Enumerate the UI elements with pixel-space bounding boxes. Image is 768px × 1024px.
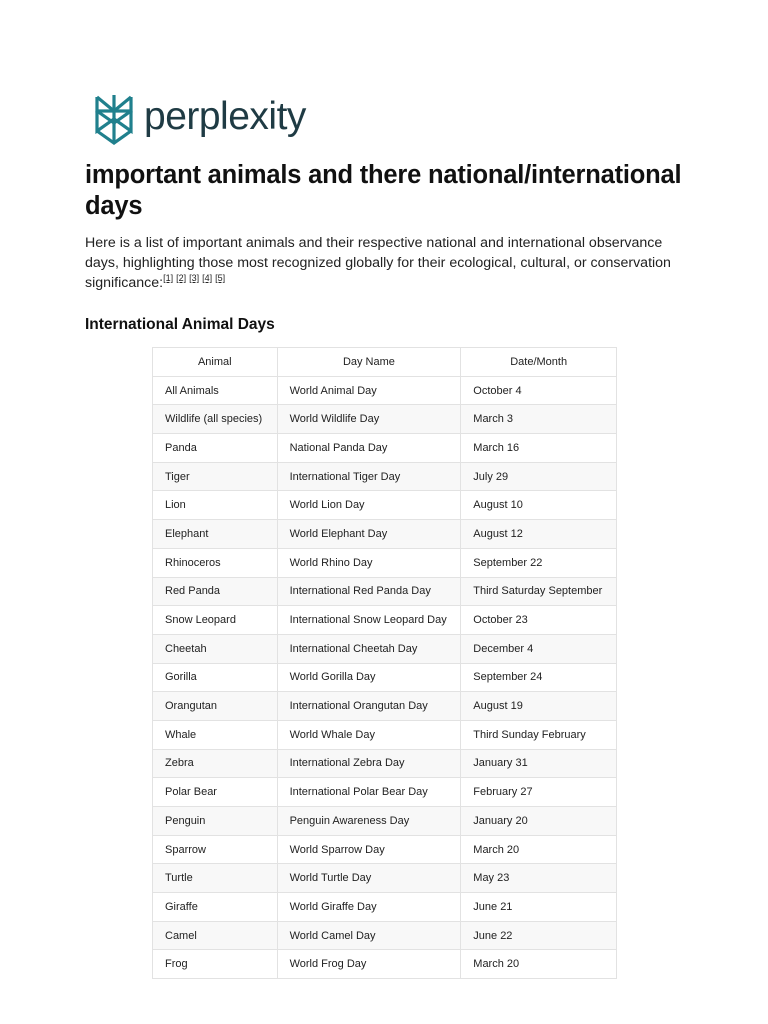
table-row bbox=[153, 462, 617, 491]
table-row bbox=[153, 749, 617, 778]
table-row bbox=[153, 835, 617, 864]
citation-list bbox=[163, 275, 228, 291]
cell-animal: Elephant bbox=[153, 520, 278, 549]
intro-text: Here is a list of important animals and their respective national and international observance days, highlighting those most recognized globally for their ecological, cultural, or conservation significance: bbox=[85, 235, 671, 291]
cell-animal: Zebra bbox=[153, 749, 278, 778]
cell-animal: Polar Bear bbox=[153, 778, 278, 807]
cell-date: January 20 bbox=[461, 807, 617, 836]
table-row bbox=[153, 720, 617, 749]
cell-day-name: National Panda Day bbox=[277, 434, 461, 463]
cell-day-name: World Giraffe Day bbox=[277, 893, 461, 922]
cell-animal: Camel bbox=[153, 921, 278, 950]
table-row bbox=[153, 663, 617, 692]
table-row bbox=[153, 864, 617, 893]
citation-link[interactable]: [4] bbox=[202, 273, 213, 284]
cell-day-name: International Orangutan Day bbox=[277, 692, 461, 721]
intro-paragraph bbox=[85, 233, 685, 293]
cell-day-name: World Gorilla Day bbox=[277, 663, 461, 692]
cell-animal: Panda bbox=[153, 434, 278, 463]
cell-date: January 31 bbox=[461, 749, 617, 778]
cell-date: September 24 bbox=[461, 663, 617, 692]
animal-days-table bbox=[152, 347, 617, 979]
citation-link[interactable]: [1] bbox=[163, 273, 174, 284]
cell-date: October 23 bbox=[461, 606, 617, 635]
cell-date: May 23 bbox=[461, 864, 617, 893]
cell-animal: Tiger bbox=[153, 462, 278, 491]
cell-day-name: World Turtle Day bbox=[277, 864, 461, 893]
table-row bbox=[153, 405, 617, 434]
section-heading: International Animal Days bbox=[85, 316, 275, 333]
cell-date: September 22 bbox=[461, 548, 617, 577]
citation-link[interactable]: [5] bbox=[215, 273, 226, 284]
cell-animal: Gorilla bbox=[153, 663, 278, 692]
cell-date: March 20 bbox=[461, 835, 617, 864]
page-title: important animals and there national/international days bbox=[85, 161, 682, 220]
perplexity-logo bbox=[93, 93, 306, 145]
column-header-day-name: Day Name bbox=[277, 348, 461, 377]
column-header-animal: Animal bbox=[153, 348, 278, 377]
column-header-date: Date/Month bbox=[461, 348, 617, 377]
cell-date: December 4 bbox=[461, 634, 617, 663]
cell-date: August 10 bbox=[461, 491, 617, 520]
cell-date: August 19 bbox=[461, 692, 617, 721]
citation-link[interactable]: [2] bbox=[176, 273, 187, 284]
cell-animal: Rhinoceros bbox=[153, 548, 278, 577]
cell-day-name: World Elephant Day bbox=[277, 520, 461, 549]
cell-animal: Giraffe bbox=[153, 893, 278, 922]
cell-day-name: International Cheetah Day bbox=[277, 634, 461, 663]
cell-date: March 16 bbox=[461, 434, 617, 463]
table-row bbox=[153, 376, 617, 405]
citation-link[interactable]: [3] bbox=[189, 273, 200, 284]
cell-date: June 22 bbox=[461, 921, 617, 950]
cell-day-name: World Whale Day bbox=[277, 720, 461, 749]
cell-day-name: World Camel Day bbox=[277, 921, 461, 950]
cell-day-name: World Frog Day bbox=[277, 950, 461, 979]
cell-animal: Wildlife (all species) bbox=[153, 405, 278, 434]
cell-day-name: World Animal Day bbox=[277, 376, 461, 405]
cell-date: February 27 bbox=[461, 778, 617, 807]
cell-day-name: International Polar Bear Day bbox=[277, 778, 461, 807]
table-row bbox=[153, 548, 617, 577]
cell-date: Third Saturday September bbox=[461, 577, 617, 606]
perplexity-logo-icon bbox=[93, 93, 135, 145]
cell-date: June 21 bbox=[461, 893, 617, 922]
cell-date: July 29 bbox=[461, 462, 617, 491]
cell-day-name: Penguin Awareness Day bbox=[277, 807, 461, 836]
table-row bbox=[153, 606, 617, 635]
table-row bbox=[153, 634, 617, 663]
cell-animal: Frog bbox=[153, 950, 278, 979]
table-row bbox=[153, 692, 617, 721]
table-row bbox=[153, 950, 617, 979]
cell-animal: Whale bbox=[153, 720, 278, 749]
cell-day-name: International Snow Leopard Day bbox=[277, 606, 461, 635]
table-body bbox=[153, 376, 617, 978]
table-row bbox=[153, 778, 617, 807]
table-row bbox=[153, 491, 617, 520]
cell-animal: Sparrow bbox=[153, 835, 278, 864]
cell-day-name: World Wildlife Day bbox=[277, 405, 461, 434]
cell-animal: Lion bbox=[153, 491, 278, 520]
cell-day-name: International Tiger Day bbox=[277, 462, 461, 491]
cell-animal: Turtle bbox=[153, 864, 278, 893]
cell-animal: Orangutan bbox=[153, 692, 278, 721]
table-row bbox=[153, 520, 617, 549]
cell-day-name: International Red Panda Day bbox=[277, 577, 461, 606]
cell-day-name: World Lion Day bbox=[277, 491, 461, 520]
cell-date: August 12 bbox=[461, 520, 617, 549]
cell-animal: Penguin bbox=[153, 807, 278, 836]
cell-day-name: World Rhino Day bbox=[277, 548, 461, 577]
cell-animal: Snow Leopard bbox=[153, 606, 278, 635]
cell-day-name: World Sparrow Day bbox=[277, 835, 461, 864]
table-row bbox=[153, 893, 617, 922]
cell-date: October 4 bbox=[461, 376, 617, 405]
table-header-row bbox=[153, 348, 617, 377]
table-row bbox=[153, 577, 617, 606]
cell-animal: Cheetah bbox=[153, 634, 278, 663]
table-row bbox=[153, 921, 617, 950]
cell-animal: Red Panda bbox=[153, 577, 278, 606]
cell-date: March 20 bbox=[461, 950, 617, 979]
table-row bbox=[153, 807, 617, 836]
cell-day-name: International Zebra Day bbox=[277, 749, 461, 778]
cell-date: Third Sunday February bbox=[461, 720, 617, 749]
brand-name: perplexity bbox=[144, 94, 306, 138]
cell-date: March 3 bbox=[461, 405, 617, 434]
table-row bbox=[153, 434, 617, 463]
cell-animal: All Animals bbox=[153, 376, 278, 405]
